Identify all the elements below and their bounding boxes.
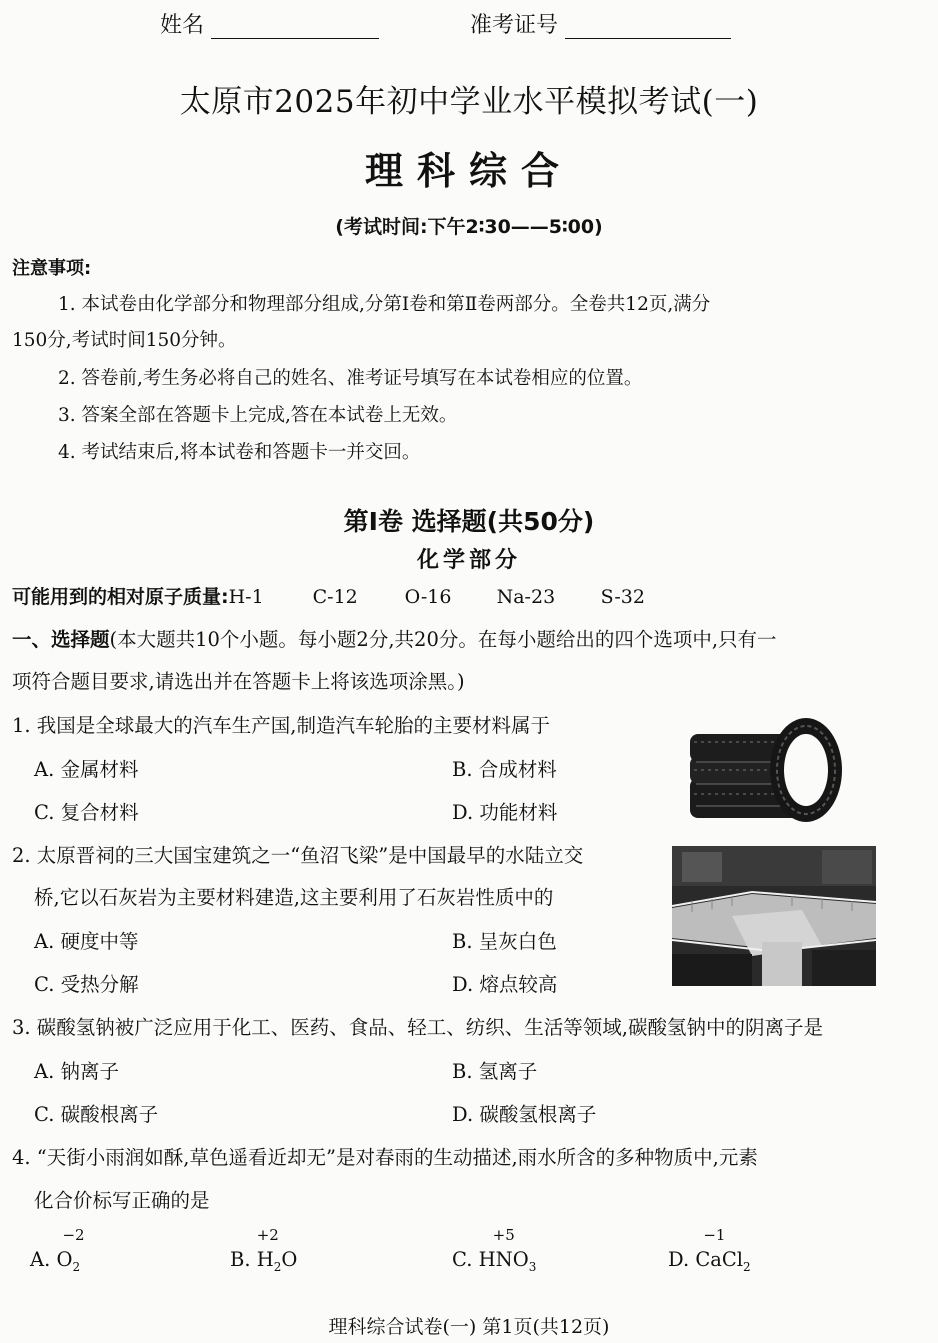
q2-stem-line-2: 桥,它以石灰岩为主要材料建造,这主要利用了石灰岩性质中的: [34, 886, 554, 909]
q4-a-prefix: A.: [30, 1248, 57, 1271]
mc-intro-text: (本大题共10个小题。每小题2分,共20分。在每小题给出的四个选项中,只有一: [109, 628, 777, 651]
bridge-photo: [672, 846, 876, 986]
id-field: [470, 8, 731, 39]
q4-stem-line-2: 化合价标写正确的是: [34, 1189, 210, 1212]
note-3: 3. 答案全部在答题卡上完成,答在本试卷上无效。: [58, 405, 458, 426]
mass-na: Na-23: [496, 586, 556, 608]
q4-d-valence: −1: [703, 1226, 726, 1244]
q2-option-d: D. 熔点较高: [452, 973, 558, 996]
q1-option-a: A. 金属材料: [34, 758, 139, 781]
q4-d-sub: 2: [743, 1259, 751, 1274]
q3-option-a: A. 钠离子: [34, 1060, 119, 1083]
q2-stem-line-1: 2. 太原晋祠的三大国宝建筑之一“鱼沼飞梁”是中国最早的水陆立交: [12, 844, 584, 867]
q4-option-b: [230, 1226, 298, 1274]
q4-c-prefix: C.: [452, 1248, 479, 1271]
q3-option-c: C. 碳酸根离子: [34, 1103, 159, 1126]
q4-b-sub: 2: [273, 1259, 282, 1274]
note-1-line-2: 150分,考试时间150分钟。: [12, 330, 237, 351]
q1-stem: 1. 我国是全球最大的汽车生产国,制造汽车轮胎的主要材料属于: [12, 714, 551, 737]
name-blank: [211, 18, 379, 39]
exam-time: (考试时间:下午2∶30——5∶00): [335, 216, 603, 238]
q4-c-element: HNO: [478, 1248, 529, 1271]
part-title: 化学部分: [416, 548, 521, 573]
q4-stem-line-1: 4. “天街小雨润如酥,草色遥看近却无”是对春雨的生动描述,雨水所含的多种物质中,元素: [12, 1146, 758, 1169]
q4-option-c: [452, 1226, 537, 1274]
q4-b-prefix: B.: [230, 1248, 257, 1271]
q4-b-formula: [256, 1226, 298, 1274]
name-label: 姓名: [160, 13, 205, 38]
note-4: 4. 考试结束后,将本试卷和答题卡一并交回。: [58, 442, 421, 463]
q4-b-element-h: H: [256, 1248, 274, 1271]
atomic-masses-label: 可能用到的相对原子质量:: [12, 586, 229, 608]
q4-c-formula: [478, 1226, 537, 1274]
notes-heading: 注意事项:: [12, 258, 92, 279]
page-footer: 理科综合试卷(一) 第1页(共12页): [328, 1316, 610, 1338]
q2-option-c: C. 受热分解: [34, 973, 139, 996]
q4-d-prefix: D.: [668, 1248, 696, 1271]
mc-intro-line-1: [12, 624, 777, 652]
q4-b-valence: +2: [256, 1226, 279, 1244]
exam-title: 太原市2025年初中学业水平模拟考试(一): [179, 84, 759, 120]
subject-title: 理科综合: [364, 149, 573, 193]
section-title: 第Ⅰ卷 选择题(共50分): [343, 507, 595, 536]
atomic-masses: [12, 582, 645, 609]
id-label: 准考证号: [470, 13, 559, 38]
mc-heading: 一、选择题: [12, 628, 110, 651]
mass-c: C-12: [312, 586, 358, 608]
q1-option-c: C. 复合材料: [34, 801, 139, 824]
q4-option-d: [668, 1226, 751, 1274]
q4-b-element-o: O: [281, 1248, 298, 1271]
q3-option-b: B. 氢离子: [452, 1060, 538, 1083]
tires-image: [688, 712, 848, 824]
name-field: [160, 8, 379, 39]
q1-option-b: B. 合成材料: [452, 758, 557, 781]
q2-option-a: A. 硬度中等: [34, 930, 139, 953]
q4-c-valence: +5: [492, 1226, 515, 1244]
q4-d-formula: [695, 1226, 751, 1274]
q1-option-d: D. 功能材料: [452, 801, 558, 824]
q4-option-a: [30, 1226, 85, 1274]
q2-option-b: B. 呈灰白色: [452, 930, 557, 953]
q4-a-element: O: [56, 1248, 73, 1271]
q4-a-sub: 2: [72, 1259, 81, 1274]
q3-stem: 3. 碳酸氢钠被广泛应用于化工、医药、食品、轻工、纺织、生活等领域,碳酸氢钠中的阴离子是: [12, 1016, 824, 1039]
note-1-line-1: 1. 本试卷由化学部分和物理部分组成,分第Ⅰ卷和第Ⅱ卷两部分。全卷共12页,满分: [58, 294, 711, 315]
q4-a-valence: −2: [62, 1226, 85, 1244]
q4-a-formula: [56, 1226, 85, 1274]
q3-option-d: D. 碳酸氢根离子: [452, 1103, 597, 1126]
note-2: 2. 答卷前,考生务必将自己的姓名、准考证号填写在本试卷相应的位置。: [58, 368, 643, 389]
mass-s: S-32: [600, 586, 645, 608]
mass-o: O-16: [404, 586, 452, 608]
q4-d-element: CaCl: [695, 1248, 744, 1271]
q4-c-sub: 3: [528, 1259, 537, 1274]
id-blank: [565, 18, 731, 39]
mc-intro-line-2: 项符合题目要求,请选出并在答题卡上将该选项涂黑。): [12, 670, 465, 693]
mass-h: H-1: [228, 586, 264, 608]
